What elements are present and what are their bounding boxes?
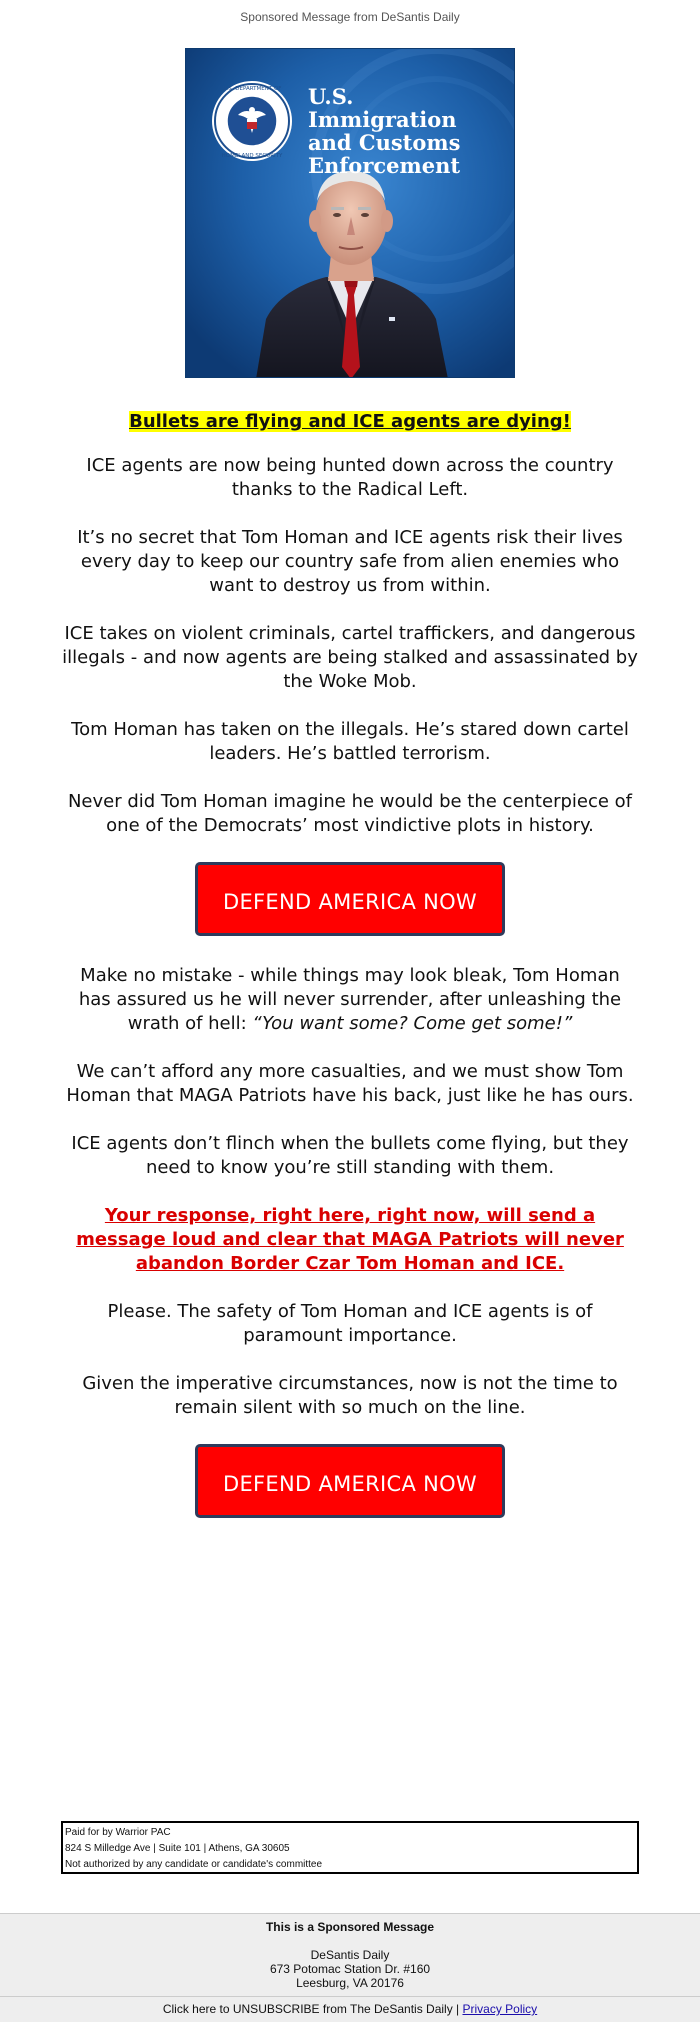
red-callout-paragraph[interactable]: Your response, right here, right now, will send a message loud and clear that MAGA Patriots will never abandon Border Czar Tom Homan and ICE. [76,1205,624,1274]
seal-ring-text: U.S. DEPARTMENT OF [222,86,282,92]
defend-america-button-2[interactable]: DEFEND AMERICA NOW [195,1444,505,1518]
hero-image [185,48,515,378]
paragraph-7: We can’t afford any more casualties, and we must show Tom Homan that MAGA Patriots have his back, just like he has ours. [66,1061,634,1106]
paragraph-10: Please. The safety of Tom Homan and ICE agents is of paramount importance. [107,1301,593,1346]
footer-address [0,1948,700,1990]
disclaimer-line-3: Not authorized by any candidate or candidate's committee [65,1859,323,1870]
email-body [62,410,638,1546]
paragraph-5: Never did Tom Homan imagine he would be the centerpiece of one of the Democrats’ most vindictive plots in history. [67,791,633,836]
footer-sponsored-title: This is a Sponsored Message [265,1920,435,1934]
sponsored-message-line: Sponsored Message from DeSantis Daily [240,10,460,24]
hero-agency-title: U.S. Immigration and Customs Enforcement [308,84,461,178]
paragraph-1: ICE agents are now being hunted down across the country thanks to the Radical Left. [86,455,614,500]
disclaimer-line-1: Paid for by Warrior PAC [65,1827,171,1838]
paragraph-4: Tom Homan has taken on the illegals. He’s stared down cartel leaders. He’s battled terrorism. [71,719,629,764]
quote-text: “You want some? Come get some!” [252,1013,573,1034]
svg-text:HOMELAND SECURITY: HOMELAND SECURITY [221,153,283,159]
footer-street: 673 Potomac Station Dr. #160 [269,1962,431,1976]
unsubscribe-row [0,1996,700,2023]
footer [0,1913,700,2022]
paragraph-3: ICE takes on violent criminals, cartel traffickers, and dangerous illegals - and now agents are being stalked and assassinated by the Woke Mob. [62,623,638,692]
privacy-policy-link[interactable]: Privacy Policy [462,2002,538,2016]
disclaimer-line-2: 824 S Milledge Ave | Suite 101 | Athens, GA 30605 [65,1843,290,1854]
paragraph-2: It’s no secret that Tom Homan and ICE agents risk their lives every day to keep our country safe from alien enemies who want to destroy us from within. [77,527,623,596]
footer-org-name: DeSantis Daily [310,1948,390,1962]
paragraph-11: Given the imperative circumstances, now is not the time to remain silent with so much on the line. [82,1373,618,1418]
defend-america-button[interactable]: DEFEND AMERICA NOW [195,862,505,936]
unsubscribe-link[interactable]: Click here to UNSUBSCRIBE from The DeSantis Daily | [162,2002,463,2016]
paragraph-6: Make no mistake - while things may look bleak, Tom Homan has assured us he will never surrender, after unleashing the wrath of hell: “You want some? Come get some!” [78,965,622,1034]
dhs-seal-icon [212,81,292,161]
paid-for-by-disclaimer [61,1821,639,1874]
headline: Bullets are flying and ICE agents are dying! [129,411,571,432]
footer-city: Leesburg, VA 20176 [296,1976,404,1990]
paragraph-8: ICE agents don’t flinch when the bullets come flying, but they need to know you’re still standing with them. [71,1133,629,1178]
